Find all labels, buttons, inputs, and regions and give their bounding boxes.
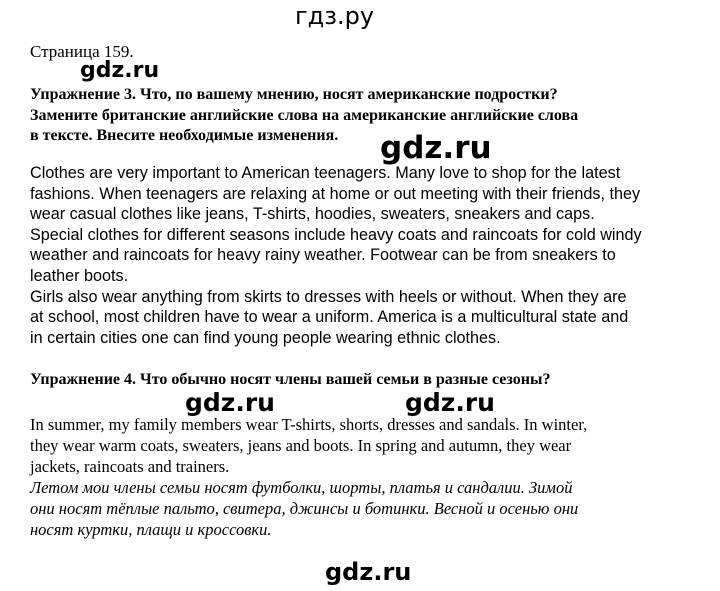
exercise-4-title: Упражнение 4. Что обычно носят члены вашей семьи в разные сезоны?	[30, 371, 551, 388]
answer-line: wear casual clothes like jeans, T-shirts, hoodies, sweaters, sneakers and caps.	[30, 205, 595, 224]
exercise-3-title-line: Замените британские английские слова на американские английские слова	[30, 106, 579, 124]
exercise-3-answer	[30, 163, 642, 348]
translation-line: Летом мои члены семьи носят футболки, шорты, платья и сандалии. Зимой	[30, 478, 573, 497]
exercise-4-translation	[30, 477, 578, 540]
watermark-3: gdz.ru	[185, 388, 275, 417]
translation-line: они носят тёплые пальто, свитера, джинсы и ботинки. Весной и осенью они	[30, 499, 579, 518]
watermark-2: gdz.ru	[380, 130, 492, 166]
answer-line: Clothes are very important to American teenagers. Many love to shop for the latest	[30, 164, 621, 182]
site-header[interactable]: гдз.ру	[295, 2, 375, 30]
watermark-5: gdz.ru	[325, 558, 412, 586]
exercise-3-title-line: Упражнение 3. Что, по вашему мнению, носят американские подростки?	[30, 86, 558, 103]
exercise-3-title-line: в тексте. Внесите необходимые изменения.	[30, 127, 339, 144]
answer-line: in certain cities one can find young people wearing ethnic clothes.	[30, 328, 501, 347]
answer-line: leather boots.	[30, 266, 129, 285]
answer-line: jackets, raincoats and trainers.	[30, 457, 230, 476]
answer-line: In summer, my family members wear T-shirts, shorts, dresses and sandals. In winter,	[30, 415, 588, 434]
answer-line: they wear warm coats, sweaters, jeans and boots. In spring and autumn, they wear	[30, 436, 572, 455]
answer-line: weather and raincoats for heavy rainy weather. Footwear can be from sneakers to	[30, 246, 616, 265]
exercise-4-answer	[30, 414, 587, 477]
watermark-1: gdz.ru	[80, 58, 160, 83]
answer-line: Special clothes for different seasons include heavy coats and raincoats for cold windy	[30, 225, 642, 244]
translation-line: носят куртки, плащи и кроссовки.	[30, 520, 272, 539]
exercise-3-title	[30, 85, 578, 147]
answer-line: Girls also wear anything from skirts to dresses with heels or without. When they are	[30, 287, 627, 306]
page-label: Страница 159.	[30, 42, 134, 61]
answer-line: at school, most children have to wear a uniform. America is a multicultural state and	[30, 308, 629, 327]
answer-line: fashions. When teenagers are relaxing at home or out meeting with their friends, they	[30, 184, 641, 203]
watermark-4: gdz.ru	[405, 388, 495, 417]
